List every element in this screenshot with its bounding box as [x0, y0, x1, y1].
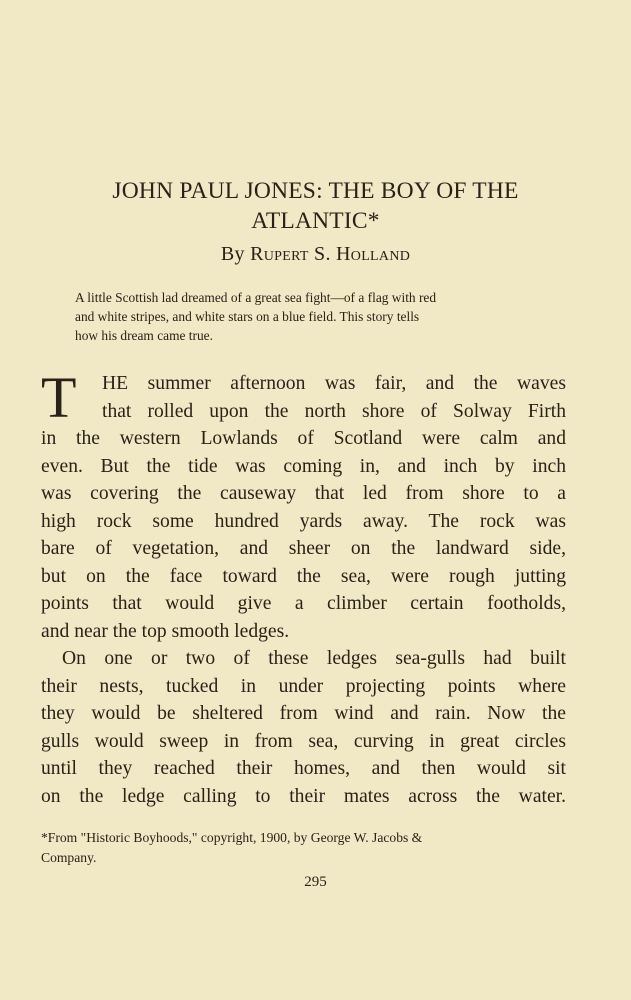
- body-line: and near the top smooth ledges.: [41, 620, 290, 642]
- footnote-line: Company.: [41, 850, 97, 865]
- byline-author: Rupert S. Holland: [250, 243, 411, 265]
- page-number: 295: [304, 874, 327, 890]
- byline: [0, 243, 631, 266]
- footnote-line: *From "Historic Boyhoods," copyright, 1900, by George W. Jacobs &: [41, 830, 423, 845]
- byline-prefix: By: [220, 243, 245, 265]
- body-line: in the western Lowlands of Scotland were calm and: [41, 428, 566, 449]
- intro-line: and white stripes, and white stars on a blue field. This story tells: [75, 309, 420, 324]
- intro-line: A little Scottish lad dreamed of a great sea fight—of a flag with red: [75, 290, 437, 305]
- intro-line: how his dream came true.: [75, 328, 213, 343]
- title-line-1: JOHN PAUL JONES: THE BOY OF THE: [112, 178, 519, 204]
- body-line: even. But the tide was coming in, and inch by inch: [41, 455, 566, 477]
- body-line: gulls would sweep in from sea, curving in great circles: [41, 730, 566, 752]
- body-line: On one or two of these ledges sea-gulls had built: [62, 648, 566, 669]
- title-line-2: ATLANTIC*: [251, 208, 380, 234]
- body-line: they would be sheltered from wind and rain. Now the: [41, 703, 566, 724]
- footnote: [41, 828, 563, 868]
- body-line: points that would give a climber certain footholds,: [41, 593, 566, 614]
- story-title: [40, 176, 591, 236]
- body-line: high rock some hundred yards away. The rock was: [41, 510, 566, 532]
- body-line: bare of vegetation, and sheer on the landward side,: [41, 538, 566, 559]
- body-line: HE summer afternoon was fair, and the waves: [102, 373, 566, 394]
- body-line: their nests, tucked in under projecting points where: [41, 675, 566, 697]
- body-line: that rolled upon the north shore of Solway Firth: [102, 400, 566, 422]
- body-line: until they reached their homes, and then would sit: [41, 758, 566, 779]
- body-line: on the ledge calling to their mates across the water.: [41, 785, 566, 807]
- body-line: but on the face toward the sea, were rough jutting: [41, 565, 566, 587]
- intro-summary: [75, 288, 565, 345]
- story-body: [41, 365, 566, 810]
- drop-cap: T: [41, 365, 77, 430]
- body-line: was covering the causeway that led from shore to a: [41, 483, 566, 504]
